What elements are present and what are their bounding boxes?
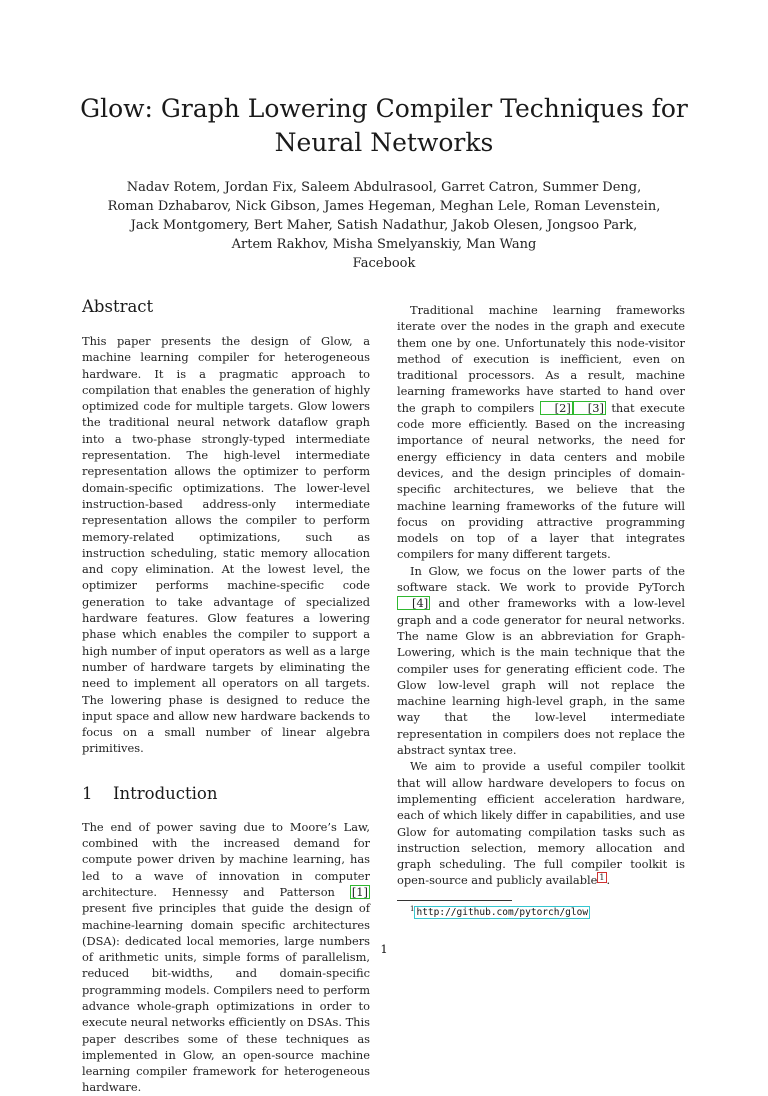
footnote-number: 1 <box>410 905 415 913</box>
section-title: Introduction <box>113 783 218 803</box>
right-column <box>397 302 685 889</box>
left-column <box>82 296 370 1096</box>
intro-paragraph-1 <box>82 819 370 1096</box>
intro-text: that execute code more efficiently. Based on the increasing importance of neural networks, the need for energy efficiency in data centers and mobile devices, and the design principles of domain-specific architectures, we believe that the machine learning frameworks of the future will focus on providing attractive programming models on top of a layer that integrates compilers for many different targets. <box>397 400 685 562</box>
introduction-heading <box>82 783 370 805</box>
title-line-2: Neural Networks <box>274 128 494 157</box>
abstract-heading: Abstract <box>82 297 154 316</box>
intro-text: The end of power saving due to Moore’s Law, combined with the increased demand for compute power driven by machine learning, has led to a wave of innovation in computer architecture. Hennessy and Patterson <box>82 819 370 899</box>
intro-paragraph-4 <box>397 758 685 888</box>
citation-link[interactable]: [3] <box>573 401 606 415</box>
intro-text: . <box>606 873 611 888</box>
abstract-text: This paper presents the design of Glow, a machine learning compiler for heterogeneous hardware. It is a pragmatic approach to compilation that enables the generation of highly optimized code for multiple targets. Glow lowers the traditional neural network dataflow graph into a two-phase strongly-typed intermediate representation. The high-level intermediate representation allows the optimizer to perform domain-specific optimizations. The lower-level instruction-based address-only intermediate representation allows the compiler to perform memory-related optimizations, such as instruction scheduling, static memory allocation and copy elimination. At the lowest level, the optimizer performs machine-specific code generation to take advantage of specialized hardware features. Glow features a lowering phase which enables the compiler to support a high number of input operators as well as a large number of hardware targets by eliminating the need to implement all operators on all targets. The lowering phase is designed to reduce the input space and allow new hardware backends to focus on a small number of linear algebra primitives. <box>82 334 370 756</box>
page-number: 1 <box>380 942 388 956</box>
footnote-mark[interactable]: 1 <box>599 872 605 882</box>
citation-link[interactable]: [1] <box>351 884 368 899</box>
section-number: 1 <box>82 783 93 803</box>
paper-title <box>60 92 708 160</box>
intro-text: In Glow, we focus on the lower parts of the software stack. We work to provide PyTorch <box>397 563 685 595</box>
intro-paragraph-3 <box>397 563 685 759</box>
intro-text: and other frameworks with a low-level graph and a code generator for neural networks. The name Glow is an abbreviation for Graph-Lowering, which is the main technique that the compiler uses for generating efficient code. The Glow low-level graph will not replace the machine learning high-level graph, in the same way that the low-level intermediate representation in compilers does not replace the abstract syntax tree. <box>397 596 685 758</box>
intro-text: We aim to provide a useful compiler toolkit that will allow hardware developers to focus on implementing efficient acceleration hardware, each of which likely differ in capabilities, and use Glow for automating compilation tasks such as instruction selection, memory allocation and graph scheduling. The full compiler toolkit is open-source and publicly available <box>397 759 685 888</box>
author-line: Jack Montgomery, Bert Maher, Satish Nadathur, Jakob Olesen, Jongsoo Park, <box>130 218 638 233</box>
author-line: Roman Dzhabarov, Nick Gibson, James Hegeman, Meghan Lele, Roman Levenstein, <box>107 199 661 214</box>
footnote-divider <box>397 900 512 901</box>
footnote-url-link[interactable]: http://github.com/pytorch/glow <box>416 907 589 919</box>
author-block <box>60 178 708 273</box>
title-line-1: Glow: Graph Lowering Compiler Techniques for <box>80 94 688 123</box>
affiliation: Facebook <box>352 256 416 271</box>
footnote <box>410 903 590 919</box>
author-line: Nadav Rotem, Jordan Fix, Saleem Abdulrasool, Garret Catron, Summer Deng, <box>126 180 642 195</box>
citation-link[interactable]: [2] <box>540 401 573 415</box>
intro-paragraph-2 <box>397 302 685 563</box>
author-line: Artem Rakhov, Misha Smelyanskiy, Man Wang <box>231 237 537 252</box>
citation-link[interactable]: [4] <box>397 596 430 610</box>
intro-text: present five principles that guide the design of machine-learning domain specific architectures (DSA): dedicated local memories, large numbers of arithmetic units, simple forms of parallelism, reduced bit-widths, and domain-specific programming models. Compilers need to perform advance whole-graph optimizations in order to execute neural networks efficiently on DSAs. This paper describes some of these techniques as implemented in Glow, an open-source machine learning compiler framework for heterogeneous hardware. <box>82 901 370 1095</box>
intro-text: Traditional machine learning frameworks iterate over the nodes in the graph and execute them one by one. Unfortunately this node-visitor method of execution is inefficient, even on traditional processors. As a result, machine learning frameworks have started to hand over the graph to compilers <box>397 303 685 415</box>
